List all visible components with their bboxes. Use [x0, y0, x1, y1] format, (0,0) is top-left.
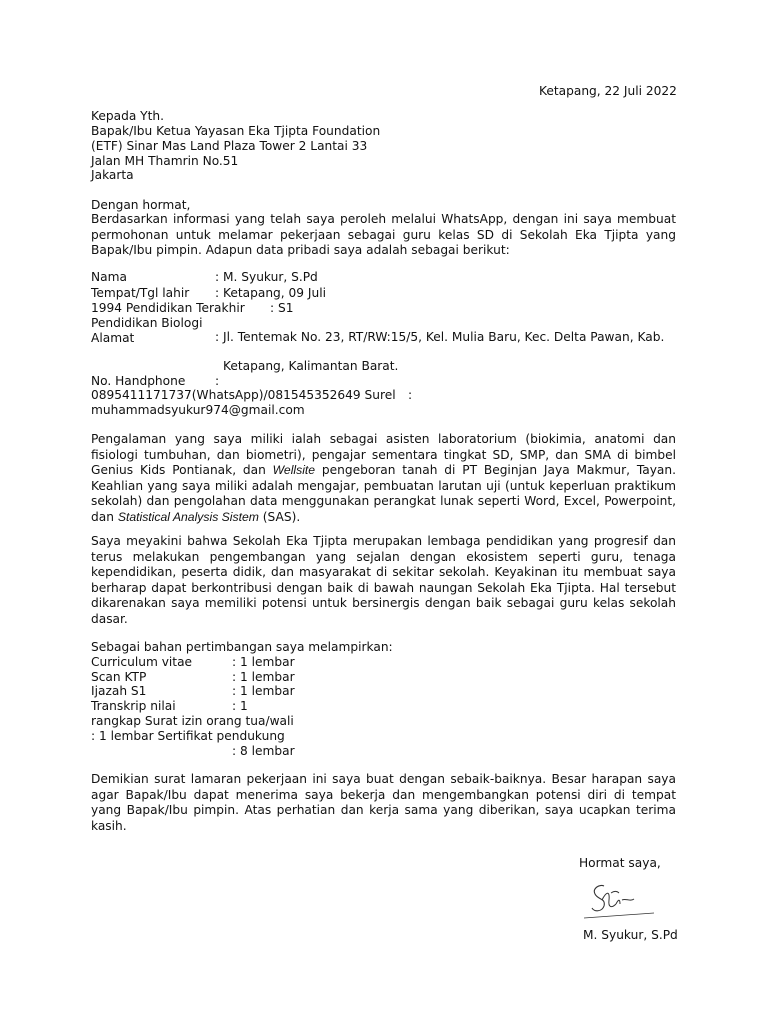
hp-value: 0895411171737(WhatsApp)/081545352649 Surel — [91, 388, 396, 402]
email-value: muhammadsyukur974@gmail.com — [91, 403, 305, 417]
hp-colon: : — [215, 374, 220, 388]
recipient-line: (ETF) Sinar Mas Land Plaza Tower 2 Lantai 33 — [91, 139, 368, 153]
signature-name: M. Syukur, S.Pd — [583, 928, 678, 942]
ttl-value: : Ketapang, 09 Juli — [215, 286, 326, 300]
attachment-label: Curriculum vitae — [91, 655, 193, 669]
attachment-line: rangkap Surat izin orang tua/wali — [91, 714, 294, 728]
pendidikan-line: 1994 Pendidikan Terakhir — [91, 301, 245, 315]
hp-label: No. Handphone — [91, 374, 186, 388]
experience-paragraph — [91, 432, 676, 526]
experience-text: (SAS). — [258, 509, 301, 524]
closing-paragraph: Demikian surat lamaran pekerjaan ini saya buat dengan sebaik-baiknya. Besar harapan saya agar Bapak/Ibu dapat menerima saya bekerja dan mengembangkan potensi diri di tempat yang Bapak/Ibu pimpin. Atas perhatian dan kerja sama yang diberikan, saya ucapkan terima kasih. — [91, 772, 676, 833]
recipient-line: Jalan MH Thamrin No.51 — [91, 154, 239, 168]
experience-italic: Statistical Analysis Sistem — [117, 509, 259, 524]
recipient-line: Bapak/Ibu Ketua Yayasan Eka Tjipta Foundation — [91, 124, 381, 138]
experience-text: pengeboran tanah di PT Beginjan Jaya Makmur, Tayan. Keahlian yang saya miliki adalah mengajar, pembuatan larutan uji (untuk keperluan praktikum sekolah) dan pengolahan data menggunakan perangkat lunak seperti Word, Excel, Powerpoint, dan — [91, 463, 677, 524]
alamat-label: Alamat — [91, 331, 135, 345]
alamat-continued: Ketapang, Kalimantan Barat. — [223, 359, 399, 373]
motivation-paragraph: Saya meyakini bahwa Sekolah Eka Tjipta merupakan lembaga pendidikan yang progresif dan terus melakukan pengembangan yang sejalan dengan ekosistem seperti guru, tenaga kependidikan, peserta didik, dan masyarakat di sekitar sekolah. Keyakinan itu membuat saya berharap dapat berkontribusi dengan baik di bawah naungan Sekolah Eka Tjipta. Hal tersebut dikarenakan saya memiliki potensi untuk bersinergis dengan baik sebagai guru kelas sekolah dasar. — [91, 534, 676, 626]
experience-italic: Wellsite — [272, 463, 316, 478]
attachment-value: : 1 lembar — [232, 670, 295, 684]
nama-value: : M. Syukur, S.Pd — [215, 270, 318, 284]
attachment-value: : 8 lembar — [232, 744, 295, 758]
intro-paragraph: Berdasarkan informasi yang telah saya peroleh melalui WhatsApp, dengan ini saya membuat permohonan untuk melamar pekerjaan sebagai guru kelas SD di Sekolah Eka Tjipta yang Bapak/Ibu pimpin. Adapun data pribadi saya adalah sebagai berikut: — [91, 212, 676, 258]
attachments-intro: Sebagai bahan pertimbangan saya melampirkan: — [91, 640, 393, 654]
alamat-value: : Jl. Tentemak No. 23, RT/RW:15/5, Kel. Mulia Baru, Kec. Delta Pawan, Kab. — [215, 330, 665, 344]
attachment-label: Ijazah S1 — [91, 684, 147, 698]
attachment-value: : 1 lembar — [232, 655, 295, 669]
surel-colon: : — [408, 388, 413, 402]
experience-text: Pengalaman yang saya miliki ialah sebagai asisten laboratorium (biokimia, anatomi dan fisiologi tumbuhan, dan biometri), pengajar sementara tingkat SD, SMP, dan SMA di bimbel Genius Kids Pontianak, dan — [91, 432, 676, 478]
recipient-line: Kepada Yth. — [91, 109, 164, 123]
ttl-label: Tempat/Tgl lahir — [91, 286, 190, 300]
greeting: Dengan hormat, — [91, 198, 191, 212]
attachment-label: Transkrip nilai — [91, 699, 176, 713]
letter-date: Ketapang, 22 Juli 2022 — [539, 84, 677, 98]
attachment-label: Scan KTP — [91, 670, 147, 684]
attachment-value: : 1 lembar — [232, 684, 295, 698]
signoff: Hormat saya, — [579, 856, 661, 870]
attachment-line: : 1 lembar Sertifikat pendukung — [91, 729, 285, 743]
signature-image — [582, 878, 656, 920]
pendidikan-value: : S1 — [270, 301, 294, 315]
pendidikan-jurusan: Pendidikan Biologi — [91, 316, 203, 330]
attachment-value: : 1 — [232, 699, 248, 713]
nama-label: Nama — [91, 270, 127, 284]
recipient-line: Jakarta — [91, 168, 134, 182]
